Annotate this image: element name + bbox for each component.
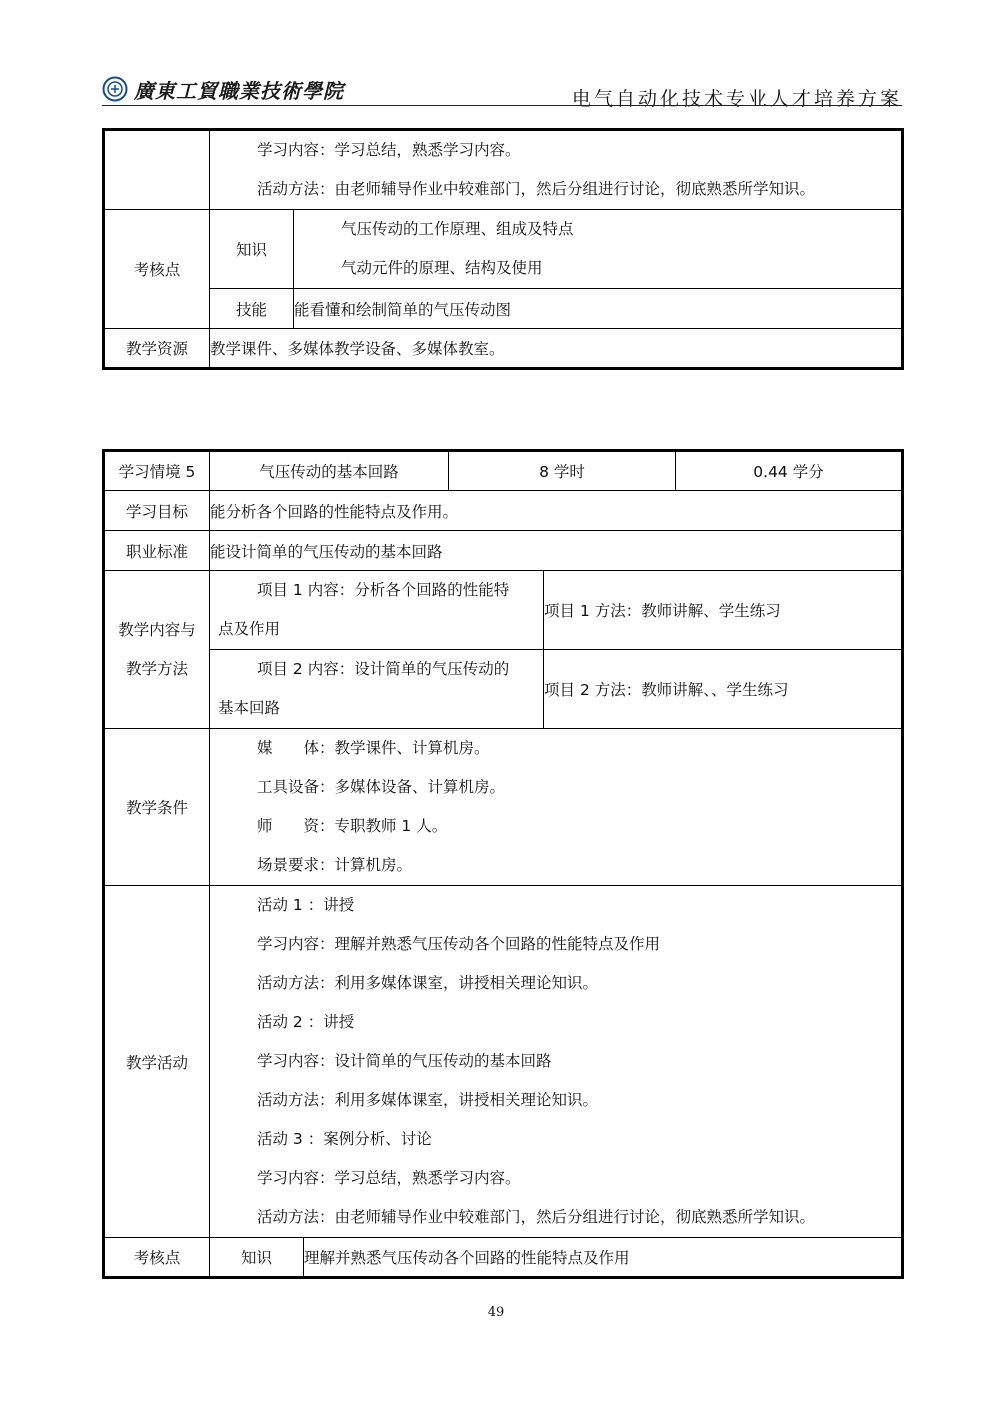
school-emblem-icon xyxy=(102,76,128,102)
resource-label: 教学资源 xyxy=(104,329,210,369)
goal-text: 能分析各个回路的性能特点及作用。 xyxy=(210,491,903,531)
text-line: 工具设备：多媒体设备、计算机房。 xyxy=(257,778,506,796)
knowledge-cell xyxy=(294,210,903,289)
content-label-line2: 教学方法 xyxy=(125,659,188,678)
knowledge-label: 知识 xyxy=(210,210,294,289)
content-label-line1: 教学内容与 xyxy=(118,620,196,639)
goal-label: 学习目标 xyxy=(104,491,210,531)
knowledge-text: 理解并熟悉气压传动各个回路的性能特点及作用 xyxy=(304,1238,903,1278)
text-line: 学习内容：设计简单的气压传动的基本回路 xyxy=(257,1052,552,1070)
hours: 8 学时 xyxy=(449,451,676,491)
skill-label: 技能 xyxy=(210,289,294,329)
item2-method: 项目 2 方法：教师讲解、、学生练习 xyxy=(544,650,903,729)
text-line: 师 资：专职教师 1 人。 xyxy=(257,817,448,835)
activity-continued-cell xyxy=(210,130,903,210)
text-line: 活动方法：由老师辅导作业中较难部门，然后分组进行讨论，彻底熟悉所学知识。 xyxy=(257,180,816,198)
text-line: 场景要求：计算机房。 xyxy=(257,856,413,874)
resource-text: 教学课件、多媒体教学设备、多媒体教室。 xyxy=(210,329,903,369)
text-line: 活动 2 ：讲授 xyxy=(257,1013,355,1031)
standard-label: 职业标准 xyxy=(104,531,210,571)
credits: 0.44 学分 xyxy=(676,451,903,491)
text-line: 活动 3 ：案例分析、讨论 xyxy=(257,1130,432,1148)
page-number: 49 xyxy=(487,1305,505,1320)
text-line: 活动方法：利用多媒体课室，讲授相关理论知识。 xyxy=(257,1091,599,1109)
text-line: 活动方法：利用多媒体课室，讲授相关理论知识。 xyxy=(257,974,599,992)
item1-content-line2: 点及作用 xyxy=(218,620,281,638)
conditions-label: 教学条件 xyxy=(104,729,210,886)
activity-cell xyxy=(210,886,903,1238)
learning-situation-table xyxy=(102,449,904,1279)
empty-label-cell xyxy=(104,130,210,210)
content-method-label xyxy=(104,571,210,729)
situation-label: 学习情境 5 xyxy=(104,451,210,491)
item1-content xyxy=(210,571,544,650)
assessment-label: 考核点 xyxy=(104,1238,210,1278)
page-header xyxy=(102,70,902,108)
assessment-table-continued xyxy=(102,128,904,370)
item1-content-line1: 项目 1 内容：分析各个回路的性能特 xyxy=(257,581,510,599)
text-line: 活动方法：由老师辅导作业中较难部门，然后分组进行讨论，彻底熟悉所学知识。 xyxy=(257,1208,816,1226)
header-divider xyxy=(102,105,902,106)
school-logo xyxy=(102,74,344,104)
text-line: 气压传动的工作原理、组成及特点 xyxy=(341,220,574,238)
situation-name: 气压传动的基本回路 xyxy=(210,451,449,491)
item2-content-line2: 基本回路 xyxy=(218,699,281,717)
text-line: 学习内容：学习总结，熟悉学习内容。 xyxy=(257,141,521,159)
document-title: 电气自动化技术专业人才培养方案 xyxy=(571,88,902,110)
item1-method: 项目 1 方法：教师讲解、学生练习 xyxy=(544,571,903,650)
conditions-cell xyxy=(210,729,903,886)
skill-text: 能看懂和绘制简单的气压传动图 xyxy=(294,289,903,329)
standard-text: 能设计简单的气压传动的基本回路 xyxy=(210,531,903,571)
knowledge-label: 知识 xyxy=(210,1238,304,1278)
text-line: 学习内容：理解并熟悉气压传动各个回路的性能特点及作用 xyxy=(257,935,661,953)
assessment-label: 考核点 xyxy=(104,210,210,329)
text-line: 活动 1 ：讲授 xyxy=(257,896,355,914)
text-line: 气动元件的原理、结构及使用 xyxy=(341,259,543,277)
item2-content xyxy=(210,650,544,729)
item2-content-line1: 项目 2 内容：设计简单的气压传动的 xyxy=(257,660,510,678)
text-line: 学习内容：学习总结，熟悉学习内容。 xyxy=(257,1169,521,1187)
school-name: 廣東工貿職業技術學院 xyxy=(134,78,344,103)
activity-label: 教学活动 xyxy=(104,886,210,1238)
text-line: 媒 体：教学课件、计算机房。 xyxy=(257,739,490,757)
